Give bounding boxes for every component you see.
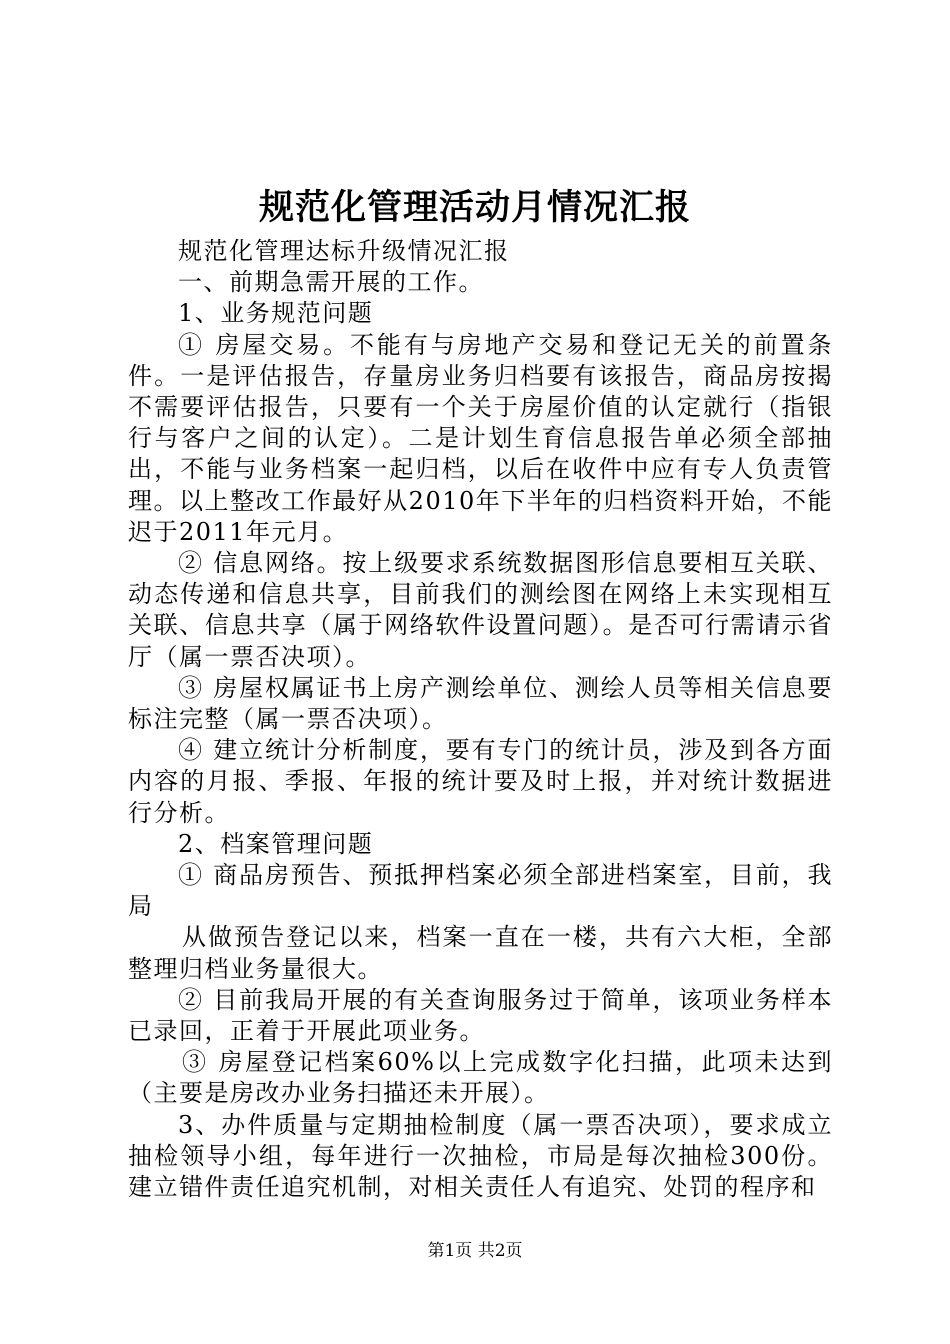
paragraph-item-info-network: ② 信息网络。按上级要求系统数据图形信息要相互关联、动态传递和信息共享，目前我们的测绘图在网络上未实现相互关联、信息共享（属于网络软件设置问题）。是否可行需请示省厅（属一票否决项）。 <box>128 549 833 671</box>
paragraph-item-housing-trade: ① 房屋交易。不能有与房地产交易和登记无关的前置条件。一是评估报告，存量房业务归档要有该报告，商品房按揭不需要评估报告，只要有一个关于房屋价值的认定就行（指银行与客户之间的认定）。二是计划生育信息报告单必须全部抽出，不能与业务档案一起归档，以后在收件中应有专人负责管理。以上整改工作最好从2010年下半年的归档资料开始，不能迟于2011年元月。 <box>128 330 833 546</box>
page-footer: 第1页 共2页 <box>427 1241 523 1261</box>
paragraph-section-1: 一、前期急需开展的工作。 <box>178 268 484 297</box>
paragraph-heading-quality: 3、办件质量与定期抽检制度（属一票否决项），要求成立抽检领导小组，每年进行一次抽检，市局是每次抽检300份。建立错件责任追究机制，对相关责任人有追究、处罚的程序和 <box>128 1110 833 1202</box>
paragraph-item-query-service: ② 目前我局开展的有关查询服务过于简单，该项业务样本已录回，正着于开展此项业务。 <box>128 985 833 1046</box>
document-body <box>128 236 833 1203</box>
paragraph-heading-archive: 2、档案管理问题 <box>178 829 374 858</box>
paragraph-heading-business: 1、业务规范问题 <box>178 299 374 328</box>
paragraph-item-certificate: ③ 房屋权属证书上房产测绘单位、测绘人员等相关信息要标注完整（属一票否决项）。 <box>128 673 833 734</box>
paragraph-item-presale-archive: ① 商品房预告、预抵押档案必须全部进档案室，目前，我局 <box>128 861 833 921</box>
paragraph-item-presale-archive-cont: 从做预告登记以来，档案一直在一楼，共有六大柜，全部整理归档业务量很大。 <box>128 923 833 983</box>
paragraph-item-statistics: ④ 建立统计分析制度，要有专门的统计员，涉及到各方面内容的月报、季报、年报的统计要及时上报，并对统计数据进行分析。 <box>128 736 833 827</box>
paragraph-subtitle: 规范化管理达标升级情况汇报 <box>178 237 510 265</box>
paragraph-item-digitization: ③ 房屋登记档案60%以上完成数字化扫描，此项未达到（主要是房改办业务扫描还未开展）。 <box>128 1048 833 1108</box>
document-title: 规范化管理活动月情况汇报 <box>258 187 691 228</box>
